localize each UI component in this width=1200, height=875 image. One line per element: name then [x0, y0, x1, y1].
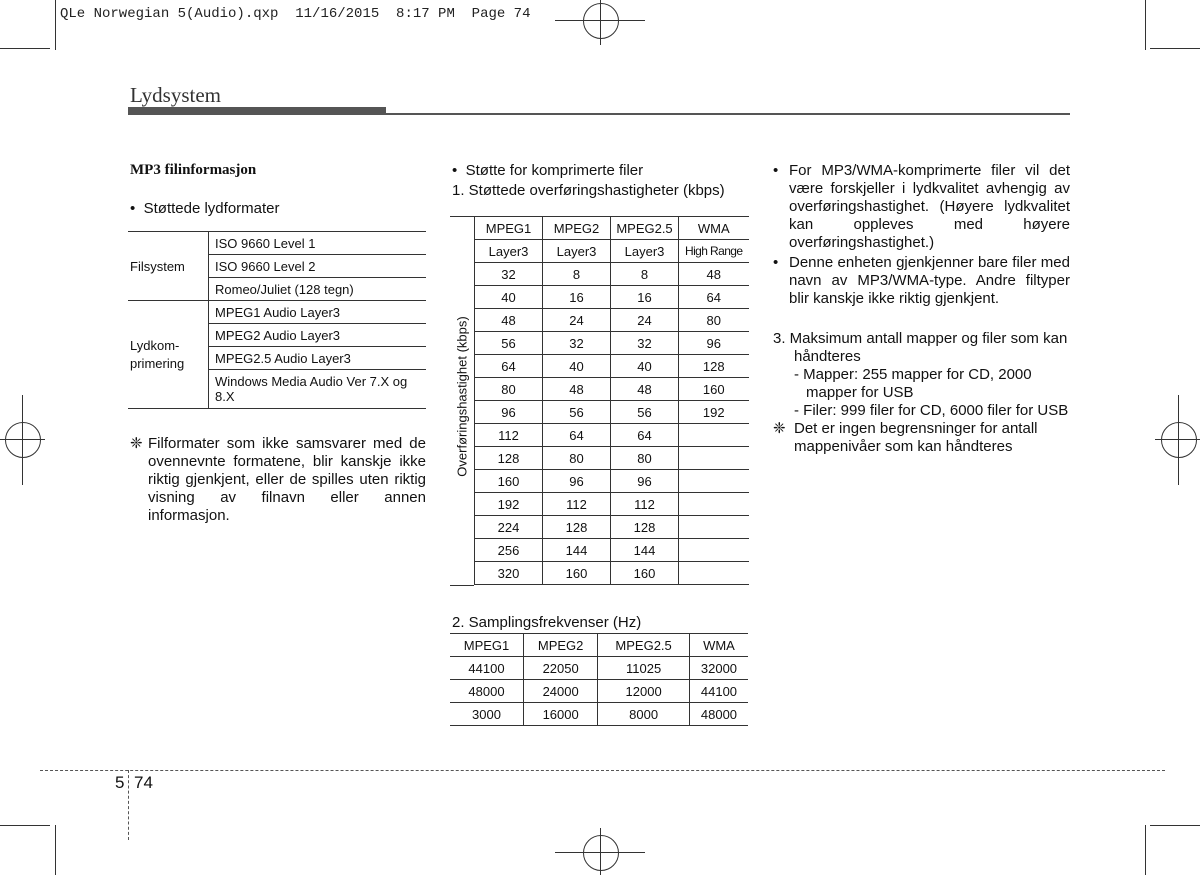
table-row: [475, 332, 749, 355]
bitrate-cell: 128: [679, 355, 749, 378]
bitrate-cell: 48: [611, 378, 679, 401]
formats-bullet: • Støttede lydformater: [130, 200, 280, 217]
bitrate-cell: 40: [543, 355, 611, 378]
bitrate-cell: 16: [611, 286, 679, 309]
column-header: WMA: [679, 217, 749, 240]
format-table: [128, 231, 426, 409]
bullet-icon: •: [773, 254, 779, 271]
folders-limit: - Mapper: 255 mapper for CD, 2000 mapper for USB: [794, 366, 1032, 401]
bitrate-cell: 160: [611, 562, 679, 585]
sampling-cell: 8000: [598, 703, 690, 726]
sampling-heading: 2. Samplingsfrekvenser (Hz): [452, 614, 642, 631]
sampling-cell: 48000: [689, 703, 748, 726]
bitrate-cell: 160: [543, 562, 611, 585]
sampling-cell: 48000: [450, 680, 524, 703]
levels-note: ❈ Det er ingen begrensninger for antall mappenivåer som kan håndteres: [773, 420, 1038, 455]
sampling-cell: 22050: [524, 657, 598, 680]
bitrate-cell: 64: [611, 424, 679, 447]
bitrate-cell: 96: [679, 332, 749, 355]
table-row: [475, 286, 749, 309]
bullet-icon: •: [130, 200, 136, 217]
table-row: [475, 309, 749, 332]
table-row: [475, 424, 749, 447]
bitrate-cell: [679, 493, 749, 516]
bitrate-table: [474, 216, 749, 585]
bitrate-cell: 128: [475, 447, 543, 470]
sampling-cell: 16000: [524, 703, 598, 726]
format-cell: ISO 9660 Level 2: [209, 255, 427, 278]
bitrate-cell: 80: [543, 447, 611, 470]
sampling-cell: 3000: [450, 703, 524, 726]
layer-header: High Range: [679, 240, 749, 263]
compressed-bullet: • Støtte for komprimerte filer: [452, 162, 644, 179]
bitrate-cell: 24: [543, 309, 611, 332]
bitrate-cell: 192: [475, 493, 543, 516]
sampling-cell: 32000: [689, 657, 748, 680]
table-row: [475, 470, 749, 493]
note-icon: ❈: [773, 420, 786, 437]
bitrate-cell: 8: [611, 263, 679, 286]
bitrate-cell: 48: [679, 263, 749, 286]
bitrate-cell: 112: [475, 424, 543, 447]
table-row: [475, 378, 749, 401]
bitrate-axis: [450, 216, 474, 586]
bullet-icon: •: [773, 162, 779, 179]
bitrate-axis-label: Overføringshastighet (kbps): [454, 316, 470, 477]
table-header-row: [475, 217, 749, 240]
format-cell: Romeo/Juliet (128 tegn): [209, 278, 427, 301]
table-row: [475, 516, 749, 539]
bitrate-cell: [679, 539, 749, 562]
bitrate-cell: 80: [679, 309, 749, 332]
format-note: ❈ Filformater som ikke samsvarer med de ovennevnte formatene, blir kanskje ikke riktig gjenkjent, eller de spilles uten riktig visning av filnavn eller annen informasjon.: [130, 435, 426, 524]
column-header: MPEG2: [543, 217, 611, 240]
title-rule-bar: [128, 107, 386, 115]
format-cell: MPEG2 Audio Layer3: [209, 324, 427, 347]
bitrate-cell: 56: [543, 401, 611, 424]
chapter-number: 5: [115, 773, 125, 792]
sampling-cell: 44100: [689, 680, 748, 703]
bitrate-cell: 96: [543, 470, 611, 493]
table-row: [475, 263, 749, 286]
bitrate-cell: 48: [475, 309, 543, 332]
bitrate-cell: 8: [543, 263, 611, 286]
format-cell: MPEG1 Audio Layer3: [209, 301, 427, 324]
bitrate-cell: 320: [475, 562, 543, 585]
table-row: [475, 355, 749, 378]
bitrate-cell: 192: [679, 401, 749, 424]
bitrate-cell: 128: [543, 516, 611, 539]
bitrate-cell: 56: [611, 401, 679, 424]
layer-header: Layer3: [475, 240, 543, 263]
bitrate-cell: 224: [475, 516, 543, 539]
format-cell: MPEG2.5 Audio Layer3: [209, 347, 427, 370]
table-row: [128, 301, 426, 324]
bitrate-cell: 80: [475, 378, 543, 401]
mp3-info-heading: MP3 filinformasjon: [130, 162, 257, 178]
bitrate-cell: 96: [475, 401, 543, 424]
table-row: [475, 447, 749, 470]
note-icon: ❈: [130, 435, 143, 452]
page-number: 74: [134, 773, 153, 792]
bitrate-cell: 96: [611, 470, 679, 493]
bitrate-cell: 256: [475, 539, 543, 562]
bitrate-cell: 48: [543, 378, 611, 401]
bitrate-cell: [679, 424, 749, 447]
table-row: [475, 401, 749, 424]
format-group-label: Lydkom- primering: [128, 301, 209, 409]
footer-rule: [40, 770, 1165, 771]
column-header: MPEG2.5: [611, 217, 679, 240]
bitrate-cell: 160: [679, 378, 749, 401]
table-row: [475, 562, 749, 585]
bitrate-cell: 80: [611, 447, 679, 470]
bitrate-cell: 64: [679, 286, 749, 309]
bitrate-cell: 160: [475, 470, 543, 493]
table-row: [128, 232, 426, 255]
table-row: [450, 657, 748, 680]
table-row: [475, 493, 749, 516]
table-header-row: [450, 634, 748, 657]
bitrate-cell: 144: [543, 539, 611, 562]
column-header: MPEG2: [524, 634, 598, 657]
format-cell: ISO 9660 Level 1: [209, 232, 427, 255]
quality-bullet: • For MP3/WMA-komprimerte filer vil det være forskjeller i lydkvalitet avhengig av overføringshastighet. (Høyere lydkvalitet kan oppleves med høyere overføringshastighet.): [773, 162, 1070, 251]
column-header: MPEG2.5: [598, 634, 690, 657]
section-title: Lydsystem: [130, 83, 222, 107]
table-row: [450, 680, 748, 703]
table-row: [475, 539, 749, 562]
bitrate-cell: 24: [611, 309, 679, 332]
bitrate-cell: 64: [475, 355, 543, 378]
max-folders-item: 3. Maksimum antall mapper og filer som kan håndteres: [773, 330, 1068, 365]
layer-header: Layer3: [543, 240, 611, 263]
column-header: MPEG1: [475, 217, 543, 240]
bitrate-cell: 56: [475, 332, 543, 355]
title-rule-line: [386, 113, 1070, 115]
sampling-cell: 44100: [450, 657, 524, 680]
bitrate-cell: 32: [543, 332, 611, 355]
right-column: [773, 162, 1070, 456]
bitrate-cell: 128: [611, 516, 679, 539]
bitrate-cell: [679, 447, 749, 470]
sampling-cell: 12000: [598, 680, 690, 703]
bitrate-cell: 112: [543, 493, 611, 516]
bullet-icon: •: [452, 162, 458, 179]
bitrate-cell: [679, 516, 749, 539]
sampling-table: [450, 633, 748, 726]
bitrate-heading: 1. Støttede overføringshastigheter (kbps): [452, 182, 725, 199]
format-cell: Windows Media Audio Ver 7.X og 8.X: [209, 370, 427, 409]
column-header: MPEG1: [450, 634, 524, 657]
bitrate-cell: 40: [475, 286, 543, 309]
bitrate-cell: 112: [611, 493, 679, 516]
bitrate-cell: [679, 562, 749, 585]
bitrate-cell: [679, 470, 749, 493]
bitrate-cell: 144: [611, 539, 679, 562]
table-header-row: [475, 240, 749, 263]
format-group-label: Filsystem: [128, 232, 209, 301]
sampling-cell: 24000: [524, 680, 598, 703]
bitrate-cell: 40: [611, 355, 679, 378]
bitrate-cell: 32: [475, 263, 543, 286]
table-row: [450, 703, 748, 726]
sampling-cell: 11025: [598, 657, 690, 680]
bitrate-cell: 64: [543, 424, 611, 447]
print-slug: QLe Norwegian 5(Audio).qxp 11/16/2015 8:17 PM Page 74: [60, 6, 531, 22]
layer-header: Layer3: [611, 240, 679, 263]
footer-divider: [128, 770, 129, 840]
files-limit: - Filer: 999 filer for CD, 6000 filer for USB: [794, 402, 1069, 419]
bitrate-cell: 32: [611, 332, 679, 355]
column-header: WMA: [689, 634, 748, 657]
filename-bullet: • Denne enheten gjenkjenner bare filer med navn av MP3/WMA-type. Andre filtyper blir kanskje ikke riktig gjenkjent.: [773, 254, 1070, 307]
bitrate-cell: 16: [543, 286, 611, 309]
